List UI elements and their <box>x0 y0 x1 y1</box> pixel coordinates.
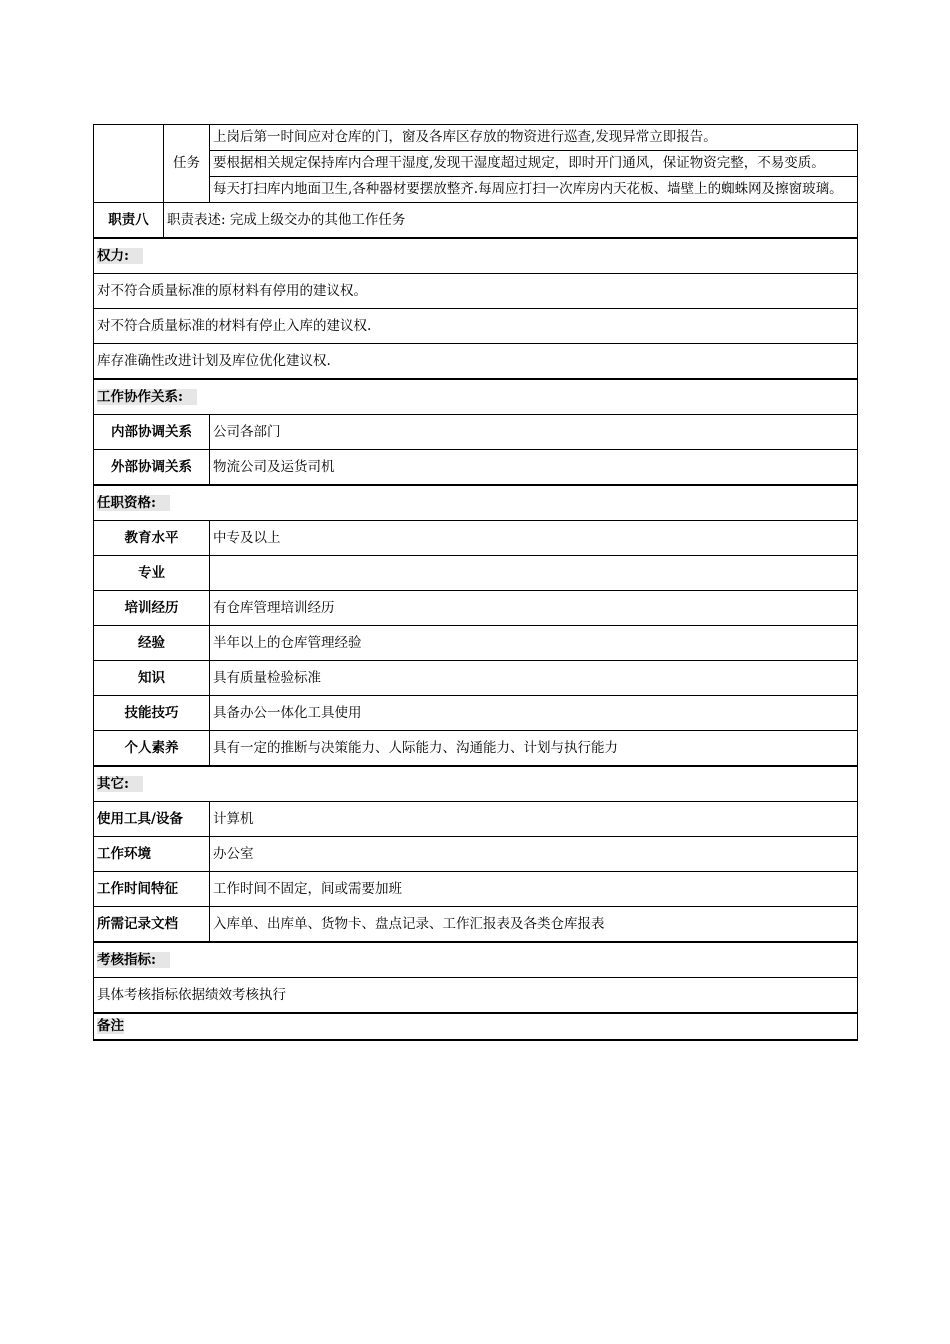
other-label: 工作时间特征 <box>94 872 210 907</box>
section-header-row <box>94 485 858 521</box>
authority-item: 对不符合质量标准的材料有停止入库的建议权. <box>94 309 858 344</box>
task-item: 要根据相关规定保持库内合理干湿度,发现干湿度超过规定，即时开门通风，保证物资完整，不易变质。 <box>210 151 858 177</box>
duty-label-cell <box>94 125 164 203</box>
task-label: 任务 <box>164 125 210 203</box>
qualification-value <box>210 556 858 591</box>
cooperation-row <box>94 415 858 450</box>
assessment-row <box>94 978 858 1014</box>
qualification-label: 专业 <box>94 556 210 591</box>
qualification-value: 具有质量检验标准 <box>210 661 858 696</box>
qualification-label: 培训经历 <box>94 591 210 626</box>
qualification-label: 经验 <box>94 626 210 661</box>
cooperation-label: 内部协调关系 <box>94 415 210 450</box>
qualification-label: 知识 <box>94 661 210 696</box>
other-row <box>94 907 858 943</box>
qualification-row <box>94 661 858 696</box>
task-item: 每天打扫库内地面卫生,各种器材要摆放整齐.每周应打扫一次库房内天花板、墙壁上的蜘蛛网及擦窗玻璃。 <box>210 177 858 203</box>
other-value: 计算机 <box>210 802 858 837</box>
qualification-label: 个人素养 <box>94 731 210 767</box>
assessment-title-cell <box>94 942 858 978</box>
job-description-document <box>93 124 857 1041</box>
qualification-label: 技能技巧 <box>94 696 210 731</box>
qualification-value: 中专及以上 <box>210 521 858 556</box>
authority-title: 权力: <box>97 248 143 264</box>
qualification-value: 具备办公一体化工具使用 <box>210 696 858 731</box>
remarks-title: 备注 <box>97 1018 124 1034</box>
section-header-row <box>94 942 858 978</box>
other-value: 工作时间不固定，间或需要加班 <box>210 872 858 907</box>
assessment-text: 具体考核指标依据绩效考核执行 <box>94 978 858 1014</box>
cooperation-value: 物流公司及运货司机 <box>210 450 858 486</box>
other-value: 办公室 <box>210 837 858 872</box>
authority-row <box>94 309 858 344</box>
task-row <box>94 125 858 151</box>
section-header-row <box>94 766 858 802</box>
duty8-text: 职责表述: 完成上级交办的其他工作任务 <box>164 203 858 239</box>
cooperation-value: 公司各部门 <box>210 415 858 450</box>
cooperation-title-cell <box>94 379 858 415</box>
remarks-title-cell <box>94 1013 858 1040</box>
authority-row <box>94 344 858 380</box>
authority-item: 库存准确性改进计划及库位优化建议权. <box>94 344 858 380</box>
duty8-row <box>94 203 858 239</box>
section-header-row <box>94 238 858 274</box>
other-row <box>94 837 858 872</box>
section-header-row <box>94 379 858 415</box>
qualification-row <box>94 626 858 661</box>
qualification-row <box>94 591 858 626</box>
other-label: 使用工具/设备 <box>94 802 210 837</box>
cooperation-row <box>94 450 858 486</box>
other-label: 所需记录文档 <box>94 907 210 943</box>
qualification-row <box>94 696 858 731</box>
other-row <box>94 872 858 907</box>
qualification-label: 教育水平 <box>94 521 210 556</box>
other-label: 工作环境 <box>94 837 210 872</box>
qualification-value: 具有一定的推断与决策能力、人际能力、沟通能力、计划与执行能力 <box>210 731 858 767</box>
qualification-row <box>94 521 858 556</box>
other-row <box>94 802 858 837</box>
authority-row <box>94 274 858 309</box>
qualification-value: 有仓库管理培训经历 <box>210 591 858 626</box>
remarks-row <box>94 1013 858 1040</box>
other-title-cell <box>94 766 858 802</box>
cooperation-label: 外部协调关系 <box>94 450 210 486</box>
qualification-row <box>94 731 858 767</box>
job-description-table <box>93 124 858 1041</box>
authority-title-cell <box>94 238 858 274</box>
qualification-title-cell <box>94 485 858 521</box>
cooperation-title: 工作协作关系: <box>97 389 197 405</box>
duty8-label: 职责八 <box>94 203 164 239</box>
assessment-title: 考核指标: <box>97 952 170 968</box>
other-value: 入库单、出库单、货物卡、盘点记录、工作汇报表及各类仓库报表 <box>210 907 858 943</box>
authority-item: 对不符合质量标准的原材料有停用的建议权。 <box>94 274 858 309</box>
qualification-title: 任职资格: <box>97 495 170 511</box>
qualification-row <box>94 556 858 591</box>
task-item: 上岗后第一时间应对仓库的门，窗及各库区存放的物资进行巡查,发现异常立即报告。 <box>210 125 858 151</box>
qualification-value: 半年以上的仓库管理经验 <box>210 626 858 661</box>
other-title: 其它: <box>97 776 143 792</box>
